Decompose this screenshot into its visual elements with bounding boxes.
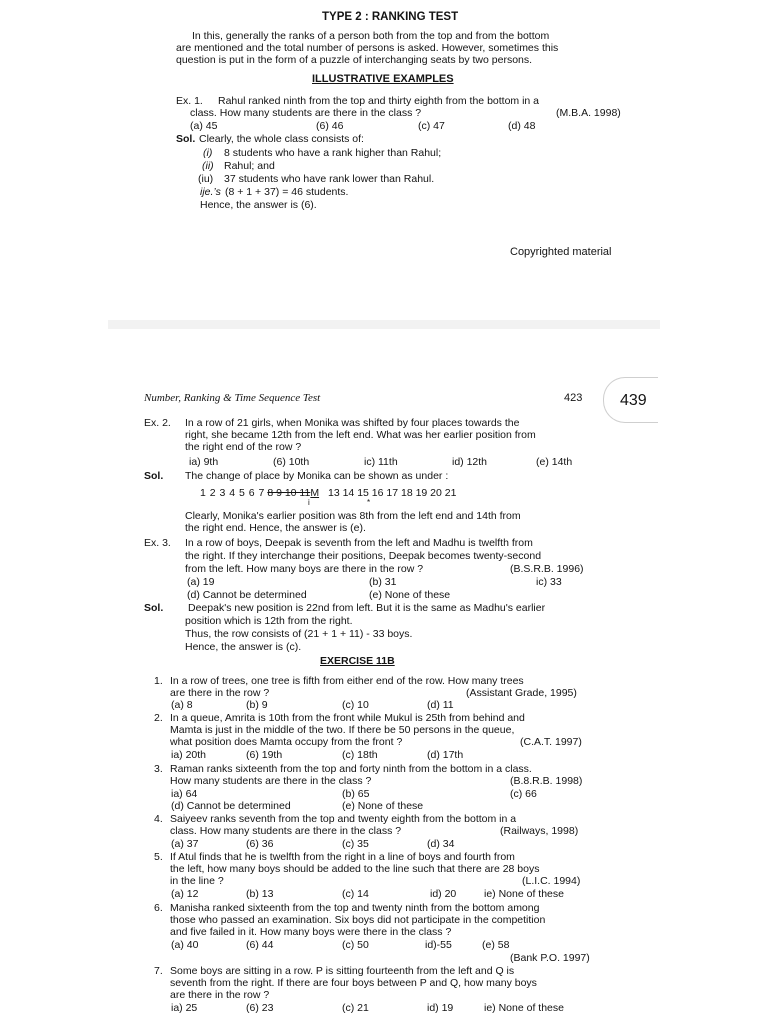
q1-source: (Assistant Grade, 1995) bbox=[466, 687, 577, 699]
ex3-option-b: (b) 31 bbox=[369, 576, 397, 588]
q6-option-e: (e) 58 bbox=[482, 939, 510, 951]
q4-option-c: (c) 35 bbox=[342, 838, 369, 850]
ex2-option-d: id) 12th bbox=[452, 456, 488, 468]
q4-number: 4. bbox=[154, 813, 163, 825]
ex2-sequence bbox=[200, 487, 456, 499]
q1-option-a: (a) 8 bbox=[171, 699, 193, 711]
ex3-option-a: (a) 19 bbox=[187, 576, 215, 588]
ex1-item-1-text: 8 students who have a rank higher than Rahul; bbox=[224, 147, 442, 159]
ex2-question-line-3: the right end of the row ? bbox=[185, 441, 302, 453]
q3-number: 3. bbox=[154, 763, 163, 775]
ex1-option-a: (a) 45 bbox=[190, 120, 218, 132]
q4-option-d: (d) 34 bbox=[427, 838, 455, 850]
q6-line-1: Manisha ranked sixteenth from the top and twenty ninth from the bottom among bbox=[170, 902, 540, 914]
q1-option-d: (d) 11 bbox=[427, 699, 454, 711]
q5-option-c: (c) 14 bbox=[342, 888, 369, 900]
ex1-label: Ex. 1. bbox=[176, 95, 203, 107]
ex1-source: (M.B.A. 1998) bbox=[556, 107, 621, 119]
q5-option-b: (b) 13 bbox=[246, 888, 274, 900]
q2-line-1: In a queue, Amrita is 10th from the front while Mukul is 25th from behind and bbox=[170, 712, 525, 724]
q1-line-2: are there in the row ? bbox=[170, 687, 270, 699]
q7-option-a: ia) 25 bbox=[171, 1002, 198, 1014]
q7-line-3: are there in the row ? bbox=[170, 989, 270, 1001]
ex2-sequence-m: M bbox=[310, 487, 320, 499]
ex2-sol-line-1: Clearly, Monika's earlier position was 8th from the left end and 14th from bbox=[185, 510, 521, 522]
ex3-source: (B.S.R.B. 1996) bbox=[510, 563, 584, 575]
q3-option-d: (d) Cannot be determined bbox=[171, 800, 291, 812]
q7-option-e: ie) None of these bbox=[484, 1002, 564, 1014]
ex1-option-d: (d) 48 bbox=[508, 120, 536, 132]
q3-option-a: ia) 64 bbox=[171, 788, 198, 800]
ex2-option-e: (e) 14th bbox=[536, 456, 573, 468]
q7-line-2: seventh from the right. If there are four boys between P and Q, how many boys bbox=[170, 977, 537, 989]
q2-option-b: (6) 19th bbox=[246, 749, 283, 761]
ex3-sol-line-1: Deepak's new position is 22nd from left. But it is the same as Madhu's earlier bbox=[188, 602, 546, 614]
q5-number: 5. bbox=[154, 851, 163, 863]
q5-option-e: ie) None of these bbox=[484, 888, 564, 900]
q1-option-c: (c) 10 bbox=[342, 699, 369, 711]
ex3-question-line-2: the right. If they interchange their positions, Deepak becomes twenty-second bbox=[185, 550, 542, 562]
ex2-sequence-start: 1 2 3 4 5 6 7 bbox=[200, 487, 265, 499]
q7-line-1: Some boys are sitting in a row. P is sitting fourteenth from the left and Q is bbox=[170, 965, 515, 977]
q2-line-2: Mamta is just in the middle of the two. If there be 50 persons in the queue, bbox=[170, 724, 515, 736]
q4-option-a: (a) 37 bbox=[171, 838, 199, 850]
ex1-item-2-text: Rahul; and bbox=[224, 160, 275, 172]
ex2-option-b: (6) 10th bbox=[273, 456, 310, 468]
ex3-label: Ex. 3. bbox=[144, 537, 171, 549]
q6-line-2: those who passed an examination. Six boys did not participate in the competition bbox=[170, 914, 546, 926]
ex3-option-d: (d) Cannot be determined bbox=[187, 589, 307, 601]
q5-option-a: (a) 12 bbox=[171, 888, 199, 900]
q3-line-1: Raman ranks sixteenth from the top and forty ninth from the bottom in a class. bbox=[170, 763, 532, 775]
ex3-sol-line-2: position which is 12th from the right. bbox=[185, 615, 353, 627]
intro-line-3: question is put in the form of a puzzle of interchanging seats by two persons. bbox=[176, 54, 533, 66]
q7-number: 7. bbox=[154, 965, 163, 977]
q2-number: 2. bbox=[154, 712, 163, 724]
page-badge bbox=[603, 377, 658, 423]
ex3-sol-line-4: Hence, the answer is (c). bbox=[185, 641, 302, 653]
copyright-notice: Copyrighted material bbox=[510, 246, 612, 258]
q6-line-3: and five failed in it. How many boys were there in the class ? bbox=[170, 926, 452, 938]
q4-line-1: Saiyeev ranks seventh from the top and twenty eighth from the bottom in a bbox=[170, 813, 517, 825]
q1-line-1: In a row of trees, one tree is fifth from either end of the row. How many trees bbox=[170, 675, 524, 687]
ex3-question-line-3: from the left. How many boys are there in the row ? bbox=[185, 563, 424, 575]
ex1-option-c: (c) 47 bbox=[418, 120, 445, 132]
intro-line-1: In this, generally the ranks of a person both from the top and from the bottom bbox=[192, 30, 550, 42]
exercise-heading: EXERCISE 11B bbox=[320, 655, 395, 667]
q1-option-b: (b) 9 bbox=[246, 699, 268, 711]
q3-option-e: (e) None of these bbox=[342, 800, 424, 812]
ex3-sol-label: Sol. bbox=[144, 602, 164, 614]
running-head: Number, Ranking & Time Sequence Test bbox=[144, 392, 321, 404]
q5-line-2: the left, how many boys should be added to the line such that there are 28 boys bbox=[170, 863, 540, 875]
q2-option-d: (d) 17th bbox=[427, 749, 464, 761]
q6-option-a: (a) 40 bbox=[171, 939, 199, 951]
ex2-question-line-1: In a row of 21 girls, when Monika was shifted by four places towards the bbox=[185, 417, 520, 429]
ex2-label: Ex. 2. bbox=[144, 417, 171, 429]
q2-source: (C.A.T. 1997) bbox=[520, 736, 582, 748]
q4-line-2: class. How many students are there in the class ? bbox=[170, 825, 402, 837]
ex1-question-line-1: Rahul ranked ninth from the top and thirty eighth from the bottom in a bbox=[218, 95, 540, 107]
q5-line-3: in the line ? bbox=[170, 875, 224, 887]
q4-option-b: (6) 36 bbox=[246, 838, 274, 850]
ex3-question-line-1: In a row of boys, Deepak is seventh from the left and Madhu is twelfth from bbox=[185, 537, 533, 549]
page-break bbox=[108, 320, 660, 329]
ex2-sol-label: Sol. bbox=[144, 470, 164, 482]
ex1-item-1-num: (i) bbox=[203, 147, 213, 159]
q5-line-1: If Atul finds that he is twelfth from the right in a line of boys and fourth from bbox=[170, 851, 515, 863]
q2-option-a: ia) 20th bbox=[171, 749, 207, 761]
ex2-marker-star: * bbox=[367, 498, 371, 507]
ex2-sequence-end: 13 14 15 16 17 18 19 20 21 bbox=[328, 487, 457, 499]
ex2-sol-line-2: the right end. Hence, the answer is (e). bbox=[185, 522, 366, 534]
q2-option-c: (c) 18th bbox=[342, 749, 378, 761]
q3-line-2: How many students are there in the class ? bbox=[170, 775, 372, 787]
q3-option-c: (c) 66 bbox=[510, 788, 537, 800]
q5-source: (L.I.C. 1994) bbox=[522, 875, 581, 887]
ex2-question-line-2: right, she became 12th from the left end. What was her earlier position from bbox=[185, 429, 536, 441]
page-number: 423 bbox=[564, 392, 583, 404]
ex2-marker-i: i bbox=[308, 498, 310, 507]
ex1-item-3-num: (iu) bbox=[198, 173, 214, 185]
ex2-sol-first: The change of place by Monika can be shown as under : bbox=[185, 470, 449, 482]
q5-option-d: id) 20 bbox=[430, 888, 457, 900]
ex1-question-line-2: class. How many students are there in the class ? bbox=[190, 107, 422, 119]
ex1-item-3-text: 37 students who have rank lower than Rahul. bbox=[224, 173, 435, 185]
ex1-option-b: (6) 46 bbox=[316, 120, 344, 132]
ex2-option-a: ia) 9th bbox=[189, 456, 219, 468]
ex1-ie-label: ije.’s bbox=[200, 186, 221, 198]
ex2-option-c: ic) 11th bbox=[364, 456, 398, 468]
q7-option-d: id) 19 bbox=[427, 1002, 454, 1014]
q3-source: (B.8.R.B. 1998) bbox=[510, 775, 583, 787]
section-title: TYPE 2 : RANKING TEST bbox=[322, 11, 459, 23]
q6-option-b: (6) 44 bbox=[246, 939, 274, 951]
ex1-sol-label: Sol. bbox=[176, 133, 196, 145]
page-badge-number: 439 bbox=[620, 392, 647, 409]
q6-option-c: (c) 50 bbox=[342, 939, 369, 951]
ex3-sol-line-3: Thus, the row consists of (21 + 1 + 11) - 33 boys. bbox=[185, 628, 413, 640]
q6-source: (Bank P.O. 1997) bbox=[510, 952, 590, 964]
q7-option-c: (c) 21 bbox=[342, 1002, 369, 1014]
q1-number: 1. bbox=[154, 675, 163, 687]
ex1-answer: Hence, the answer is (6). bbox=[200, 199, 317, 211]
q7-option-b: (6) 23 bbox=[246, 1002, 274, 1014]
q6-option-d: id)-55 bbox=[425, 939, 452, 951]
ex1-sol-first: Clearly, the whole class consists of: bbox=[199, 133, 364, 145]
q2-line-3: what position does Mamta occupy from the front ? bbox=[170, 736, 403, 748]
ex1-item-2-num: (ii) bbox=[202, 160, 214, 172]
ex3-option-c: ic) 33 bbox=[536, 576, 562, 588]
ex1-ie-text: (8 + 1 + 37) = 46 students. bbox=[225, 186, 349, 198]
q3-option-b: (b) 65 bbox=[342, 788, 370, 800]
ex2-sequence-struck: 8 9 10 11 bbox=[267, 487, 311, 499]
q6-number: 6. bbox=[154, 902, 163, 914]
ex3-option-e: (e) None of these bbox=[369, 589, 451, 601]
q4-source: (Railways, 1998) bbox=[500, 825, 579, 837]
intro-line-2: are mentioned and the total number of persons is asked. However, sometimes this bbox=[176, 42, 559, 54]
illustrative-heading: ILLUSTRATIVE EXAMPLES bbox=[312, 73, 454, 85]
